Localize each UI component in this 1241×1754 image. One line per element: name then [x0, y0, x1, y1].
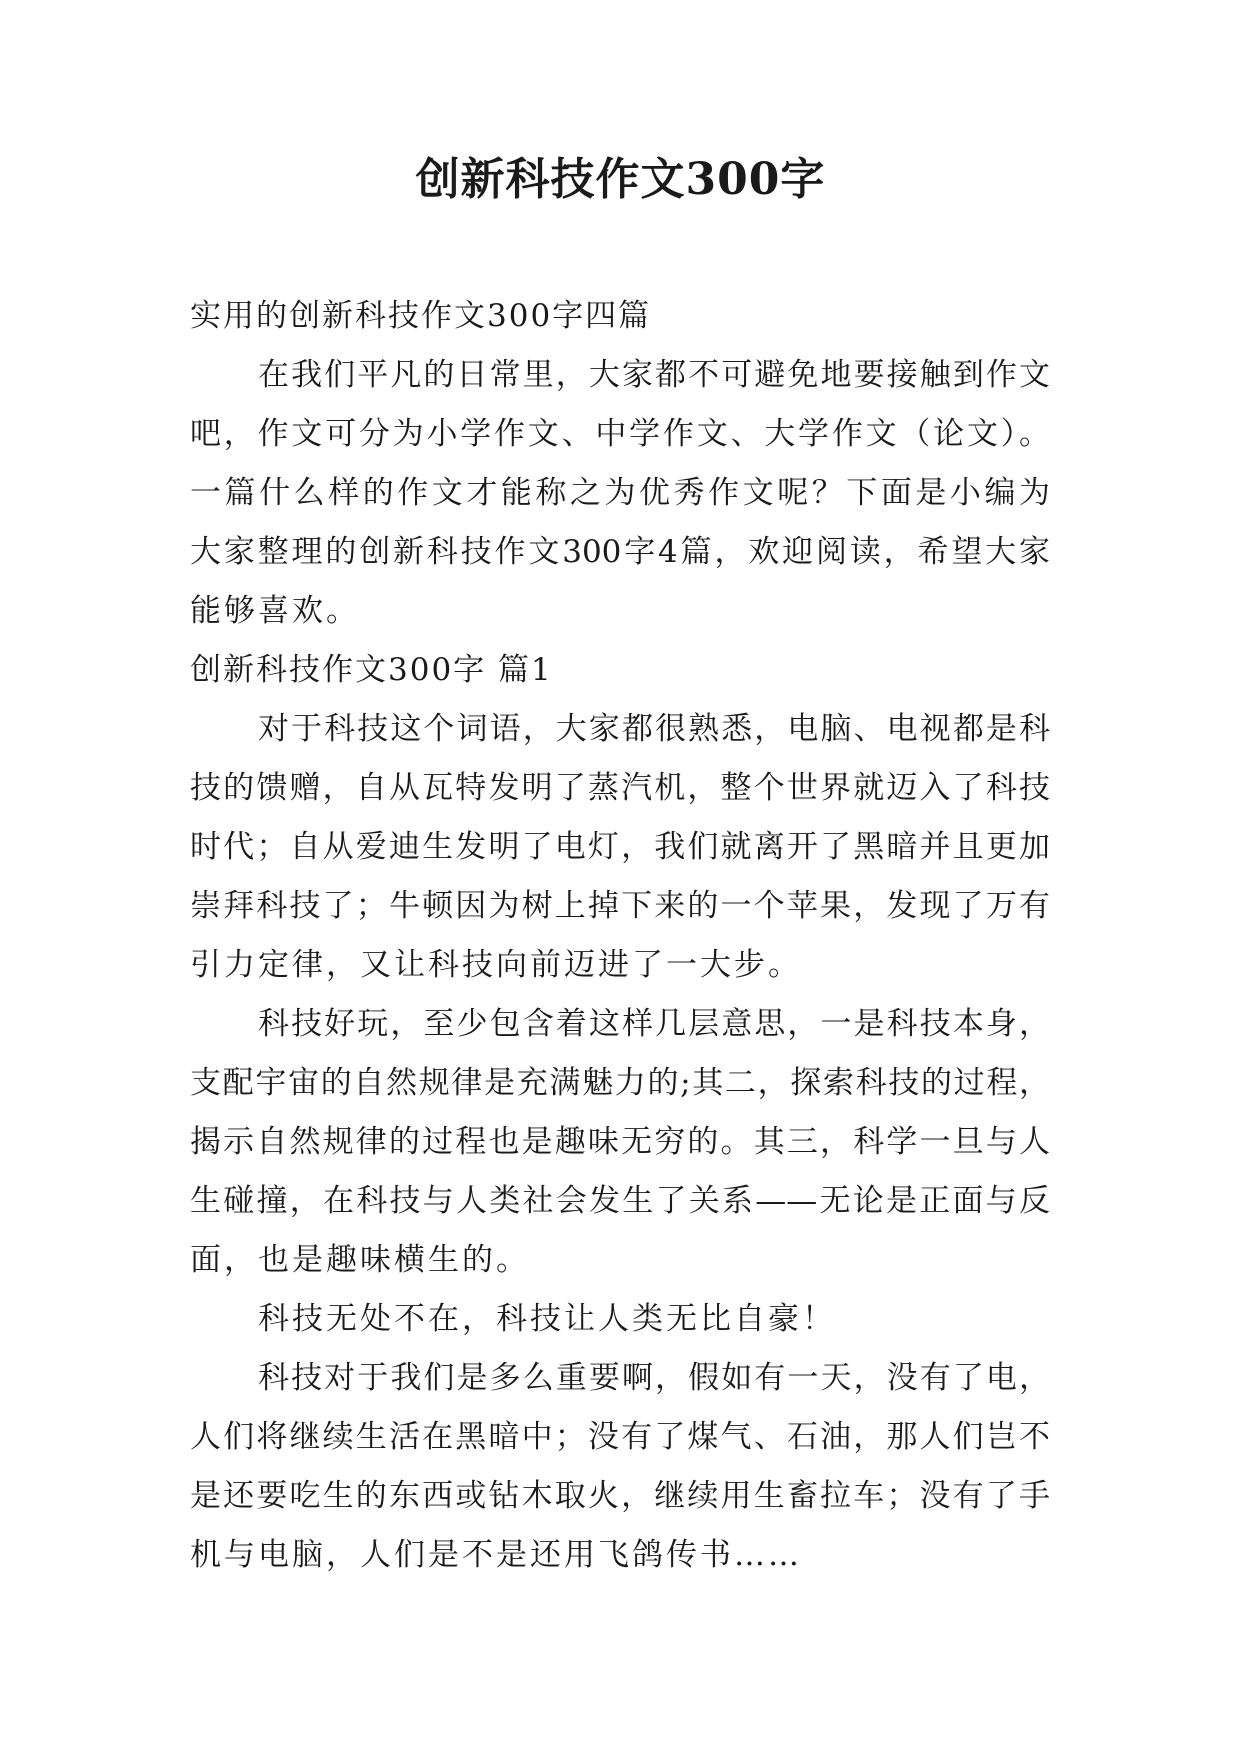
intro-line: 吧，作文可分为小学作文、中学作文、大学作文（论文）。: [190, 416, 1050, 452]
paragraph-line: 支配宇宙的自然规律是充满魅力的;其二，探索科技的过程，: [190, 1065, 1050, 1101]
paragraph-line: 科技好玩，至少包含着这样几层意思，一是科技本身，: [258, 1006, 1050, 1042]
intro-line: 一篇什么样的作文才能称之为优秀作文呢？下面是小编为: [190, 475, 1050, 511]
intro-line: 能够喜欢。: [190, 593, 360, 629]
paragraph-line: 引力定律，又让科技向前迈进了一大步。: [190, 947, 802, 983]
paragraph-line: 对于科技这个词语，大家都很熟悉，电脑、电视都是科: [258, 711, 1050, 747]
paragraph-line: 科技无处不在，科技让人类无比自豪！: [258, 1301, 836, 1337]
paragraph-line: 技的馈赠，自从瓦特发明了蒸汽机，整个世界就迈入了科技: [190, 770, 1050, 806]
paragraph-line: 揭示自然规律的过程也是趣味无穷的。其三，科学一旦与人: [190, 1124, 1050, 1160]
document-body: [190, 287, 1050, 1585]
subtitle: 实用的创新科技作文300字四篇: [190, 298, 652, 334]
document-title: 创新科技作文300字: [415, 154, 826, 205]
paragraph-line: 崇拜科技了；牛顿因为树上掉下来的一个苹果，发现了万有: [190, 888, 1050, 924]
intro-line: 在我们平凡的日常里，大家都不可避免地要接触到作文: [258, 357, 1050, 393]
paragraph-line: 人们将继续生活在黑暗中；没有了煤气、石油，那人们岂不: [190, 1419, 1050, 1455]
paragraph-line: 生碰撞，在科技与人类社会发生了关系——无论是正面与反: [190, 1183, 1050, 1219]
paragraph-line: 科技对于我们是多么重要啊，假如有一天，没有了电，: [258, 1360, 1050, 1396]
paragraph-line: 机与电脑，人们是不是还用飞鸽传书……: [190, 1537, 802, 1573]
intro-line: 大家整理的创新科技作文300字4篇，欢迎阅读，希望大家: [190, 534, 1050, 570]
paragraph-line: 面，也是趣味横生的。: [190, 1242, 530, 1278]
section-heading: 创新科技作文300字 篇1: [190, 652, 553, 688]
paragraph-line: 时代；自从爱迪生发明了电灯，我们就离开了黑暗并且更加: [190, 829, 1050, 865]
paragraph-line: 是还要吃生的东西或钻木取火，继续用生畜拉车；没有了手: [190, 1478, 1050, 1514]
